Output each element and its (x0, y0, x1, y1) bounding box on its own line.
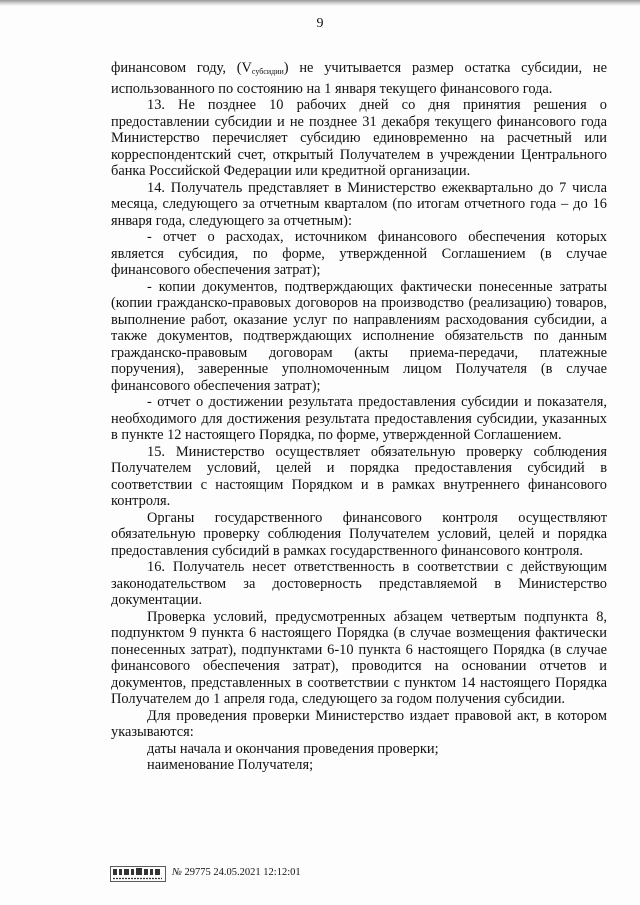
scan-edge (0, 0, 640, 6)
number-sign: № (172, 867, 182, 878)
document-footer (110, 866, 410, 884)
paragraph: 16. Получатель несет ответственность в соответствии с действующим законодательством за достоверность представляемой в Министерство документации. (111, 559, 607, 608)
paragraph-text: финансовом году, (V (111, 60, 252, 76)
paragraph (111, 60, 607, 97)
doc-datetime: 24.05.2021 12:12:01 (213, 867, 301, 878)
registration-stamp-text (172, 867, 301, 878)
doc-number: 29775 (184, 867, 211, 878)
paragraph-text: ) не учитывается размер остатка субсидии, не использованного по состоянию на 1 января текущего финансового года. (111, 60, 607, 97)
list-item: - отчет о достижении результата предоставления субсидии и показателя, необходимого для достижения результата предоставления субсидии, указанных в пункте 12 настоящего Порядка, по форме, утвержденной Соглашением. (111, 394, 607, 443)
subscript: субсидии (251, 67, 284, 76)
paragraph: 13. Не позднее 10 рабочих дней со дня принятия решения о предоставлении субсидии и не позднее 31 декабря текущего финансового года Министерство перечисляет субсидию единовременно на расчетный или корреспондентский счет, открытый Получателем в учреждении Центрального банка Российской Федерации или кредитной организации. (111, 97, 607, 179)
paragraph: Проверка условий, предусмотренных абзацем четвертым подпункта 8, подпунктом 9 пункта 6 настоящего Порядка (в случае возмещения фактически понесенных затрат), подпунктами 6-10 пункта 6 настоящего Порядка (в случае финансового обеспечения затрат), проводится на основании отчетов и документов, представленных в соответствии с пунктом 14 настоящего Порядка Получателем до 1 апреля года, следующего за годом получения субсидии. (111, 608, 607, 707)
registry-stamp-icon (110, 866, 166, 882)
paragraph: 14. Получатель представляет в Министерство ежеквартально до 7 числа месяца, следующего за отчетным кварталом (по итогам отчетного года – до 16 января года, следующего за отчетным): (111, 179, 607, 229)
paragraph: Для проведения проверки Министерство издает правовой акт, в котором указываются: (111, 707, 607, 740)
list-item: наименование Получателя; (147, 757, 314, 773)
page-number: 9 (316, 16, 324, 31)
list-item: - копии документов, подтверждающих фактически понесенные затраты (копии гражданско-правовых договоров на производство (реализацию) товаров, выполнение работ, оказание услуг по направлениям расходования субсидии, а также документов, подтверждающих исполнение обязательств по данным гражданско-правовым договорам (акты приема-передачи, платежные поручения), заверенные уполномоченным лицом Получателя (в случае финансового обеспечения затрат); (111, 278, 607, 394)
list-item: - отчет о расходах, источником финансового обеспечения которых является субсидия, по форме, утвержденной Соглашением (в случае финансового обеспечения затрат); (111, 229, 607, 278)
document-body (111, 60, 607, 774)
paragraph: 15. Министерство осуществляет обязательную проверку соблюдения Получателем условий, целей и порядка предоставления субсидий в соответствии с настоящим Порядком и в рамках внутреннего финансового контроля. (111, 443, 607, 509)
list-item: даты начала и окончания проведения проверки; (147, 740, 439, 757)
paragraph: Органы государственного финансового контроля осуществляют обязательную проверку соблюдения Получателем условий, целей и порядка предоставления субсидий в рамках государственного финансового контроля. (111, 509, 607, 559)
